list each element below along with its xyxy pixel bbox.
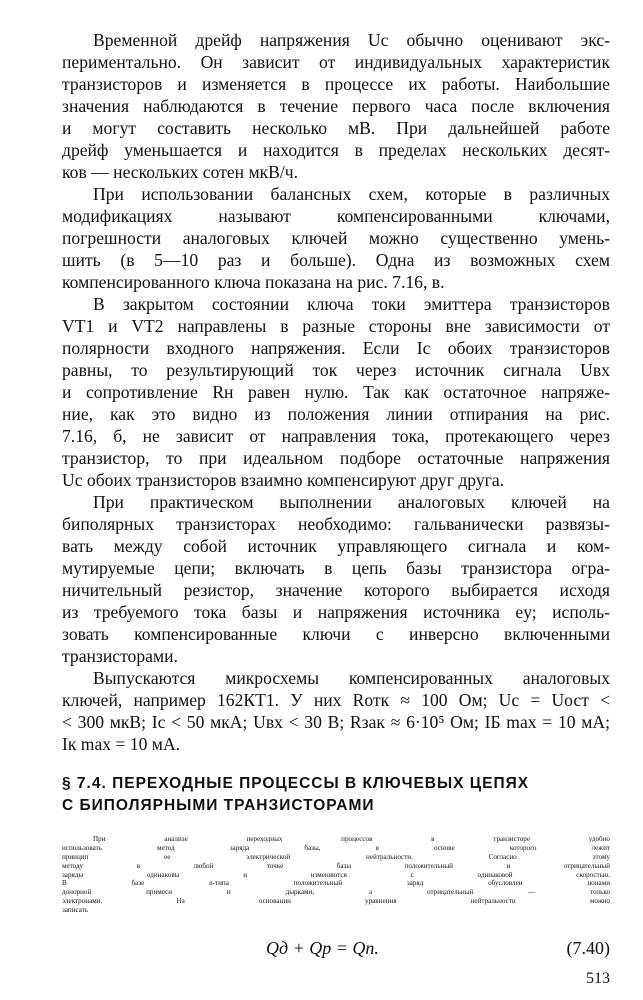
text-line: методу в любой точке базы положительный и отрицательный xyxy=(62,861,610,870)
text-line: полярности входного напряжения. Если Iс обоих транзисторов xyxy=(62,338,610,358)
text-line: записать xyxy=(62,906,89,915)
text-line: транзисторов и изменяется в процессе их работы. Наибольшие xyxy=(62,74,610,94)
text-line: ков — нескольких сотен мкВ/ч. xyxy=(62,162,299,182)
text-line: принцип ее электрической нейтральности. Согласно этому xyxy=(62,852,610,861)
text-line: компенсированного ключа показана на рис. 7.16, в. xyxy=(62,272,445,292)
equation: Qд + Qp = Qn. xyxy=(266,938,379,958)
text-line: При практическом выполнении аналоговых ключей на xyxy=(93,492,610,512)
text-line: ключей, например 162КТ1. У них Rотк ≈ 100 Ом; Uс = Uост < xyxy=(62,690,610,710)
text-line: ние, как это видно из положения линии отпирания на рис. xyxy=(62,404,610,424)
text-line: периментально. Он зависит от индивидуальных характеристик xyxy=(62,52,610,72)
text-line: Uс обоих транзисторов взаимно компенсируют друг друга. xyxy=(62,470,505,490)
text-line: Выпускаются микросхемы компенсированных аналоговых xyxy=(93,668,610,688)
text-line: вать между собой источник управляющего сигнала и ком- xyxy=(62,536,610,556)
text-line: шить (в 5—10 раз и больше). Одна из возможных схем xyxy=(62,250,610,270)
text-line: из требуемого тока базы и напряжения источника eу; исполь- xyxy=(62,602,610,622)
text-line: VT1 и VT2 направлены в разные стороны вне зависимости от xyxy=(62,316,610,336)
page-number: 513 xyxy=(586,970,610,987)
equation-number: (7.40) xyxy=(566,938,610,958)
text-line: мутируемые цепи; включать в цепь базы транзистора огра- xyxy=(62,558,610,578)
text-line: донорной примеси и дырками, а отрицательный — только xyxy=(62,888,610,897)
text-line: и сопротивление Rн равен нулю. Так как остаточное напряже- xyxy=(62,382,610,402)
text-line: транзисторами. xyxy=(62,646,178,666)
text-line: биполярных транзисторах необходимо: гальванически развязы- xyxy=(62,514,610,534)
text-line: и могут составить несколько мВ. При дальнейшей работе xyxy=(62,118,610,138)
text-line: < 300 мкВ; Iс < 50 мкА; Uвх < 30 В; Rзак ≈ 6·10⁵ Ом; IБ max = 10 мА; xyxy=(62,712,610,732)
text-line: электронами. На основании уравнения нейтральности можно xyxy=(62,897,610,906)
text-line: дрейф уменьшается и находится в пределах нескольких десят- xyxy=(62,140,610,160)
text-line: При анализе переходных процессов в транзисторе удобно xyxy=(93,835,610,843)
text-line: погрешности аналоговых ключей можно существенно умень- xyxy=(62,228,610,248)
text-line: 7.16, б, не зависит от направления тока, протекающего через xyxy=(62,426,610,446)
text-line: равны, то результирующий ток через источник сигнала Uвх xyxy=(62,360,610,380)
text-line: ничительный резистор, значение которого выбирается исходя xyxy=(62,580,610,600)
text-line: транзистор, то при идеальном подборе остаточные напряжения xyxy=(62,448,610,468)
text-line: значения наблюдаются в течение первого часа после включения xyxy=(62,96,610,116)
text-line: заряды одинаковы и изменяются с одинаковой скоростью. xyxy=(62,870,610,879)
text-line: При использовании балансных схем, которые в различных xyxy=(93,184,610,204)
text-line: зовать компенсированные ключи с инверсно включенными xyxy=(62,624,610,644)
text-line: Iк max = 10 мА. xyxy=(62,734,181,754)
text-line: модификациях называют компенсированными ключами, xyxy=(62,206,610,226)
section-heading: § 7.4. ПЕРЕХОДНЫЕ ПРОЦЕССЫ В КЛЮЧЕВЫХ ЦЕПЯХ xyxy=(62,775,530,792)
text-line: В базе n-типа положительный заряд обусловлен ионами xyxy=(62,879,610,888)
section-heading: С БИПОЛЯРНЫМИ ТРАНЗИСТОРАМИ xyxy=(62,797,375,814)
text-line: использовать метод заряда базы, в основе которого лежит xyxy=(62,843,610,852)
text-line: В закрытом состоянии ключа токи эмиттера транзисторов xyxy=(93,294,610,314)
text-line: Временной дрейф напряжения Uс обычно оценивают экс- xyxy=(93,30,610,50)
